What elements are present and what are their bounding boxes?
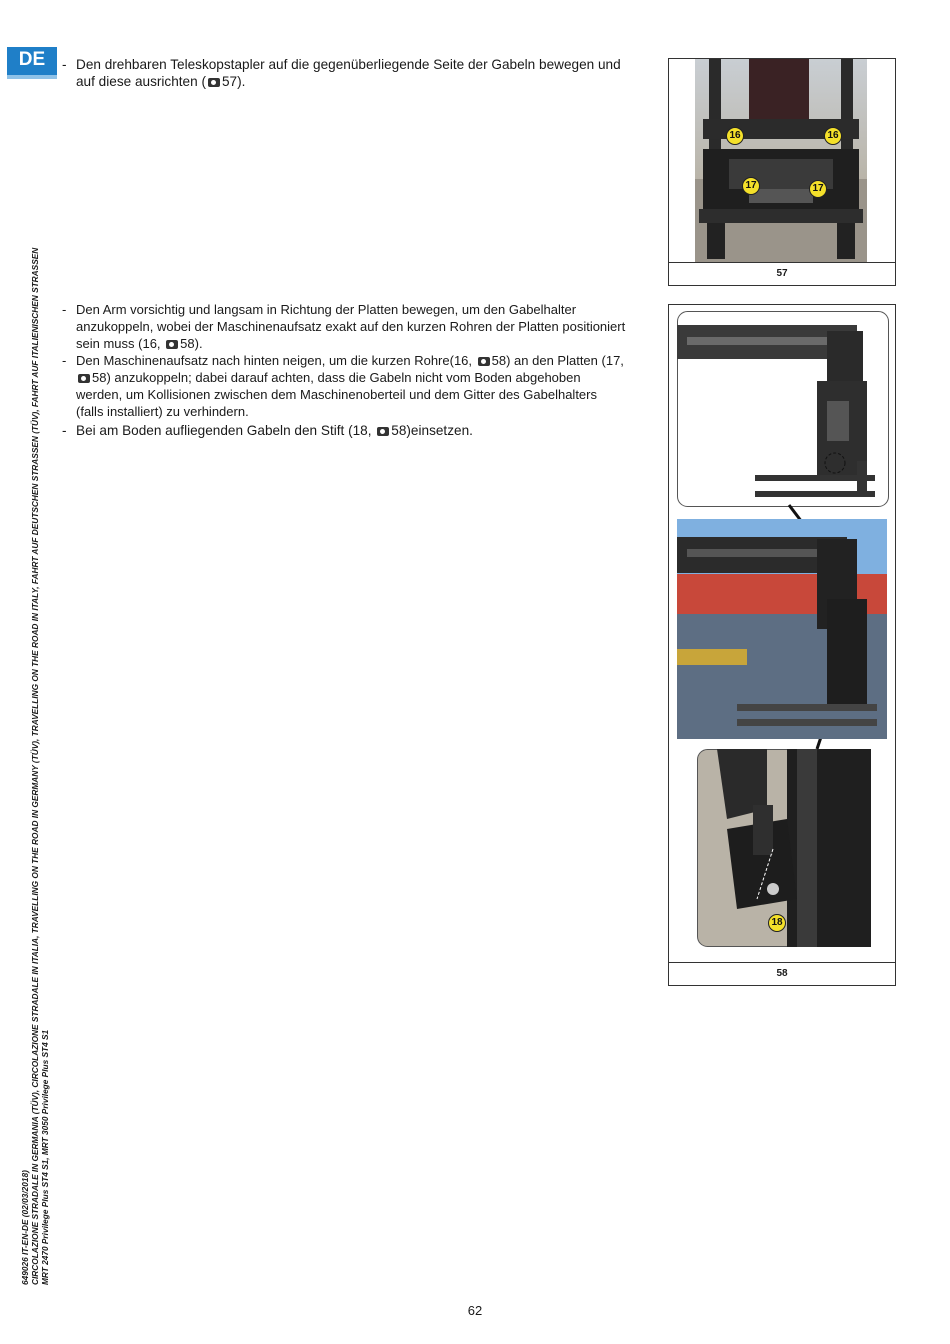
page-number: 62 (467, 1303, 483, 1318)
callout-16-left: 16 (726, 127, 744, 145)
sidebar-document-info (20, 247, 50, 1285)
figure-ref-icon (166, 340, 178, 349)
callout-17-right: 17 (809, 180, 827, 198)
sidebar-line-1: 649026 IT-EN-DE (02/03/2018) (20, 1170, 30, 1285)
figure-57-caption: 57 (669, 262, 895, 285)
figure-ref-icon (208, 78, 220, 87)
list-item: - Den Maschinenaufsatz nach hinten neigen, um die kurzen Rohre(16, 58) an den Platten (17, 58) anzukoppeln; dabei darauf achten, dass die Gabeln nicht vom Boden abgehoben werden, um Kollisionen zwischen dem Maschinenoberteil und dem Gitter des Gabelhalters (falls installiert) zu verhindern. (62, 353, 624, 419)
figure-ref-icon (377, 427, 389, 436)
figure-58-photo-side (677, 519, 887, 739)
sidebar-line-2: CIRCOLAZIONE STRADALE IN GERMANIA (TÜV), CIRCOLAZIONE STRADALE IN ITALIA, TRAVELLING ON THE ROAD IN GERMANY (TÜV), TRAVELLING ON THE ROAD IN ITALY, FAHRT AUF DEUTSCHEN STRASSEN (TÜV), FAHRT AUF ITALIENISCHEN STRASSEN (30, 247, 40, 1285)
list-item: - Den Arm vorsichtig und langsam in Richtung der Platten bewegen, um den Gabelhalter anzukoppeln, wobei der Maschinenaufsatz exakt auf den kurzen Rohren der Platten positioniert sein muss (16, 58). (62, 302, 626, 351)
figure-57-photo (669, 59, 895, 262)
figure-ref-icon (78, 374, 90, 383)
callout-18: 18 (768, 914, 786, 932)
sidebar-line-3: MRT 2470 Privilege Plus ST4 S1, MRT 3050 Privilege Plus ST4 S1 (40, 1029, 50, 1285)
language-code: DE (18, 49, 46, 70)
list-item: - Den drehbaren Teleskopstapler auf die gegenüberliegende Seite der Gabeln bewegen und auf diese ausrichten ( 57). (62, 57, 621, 89)
figure-58-caption: 58 (669, 962, 895, 985)
figure-57 (668, 58, 896, 286)
list-item: - Bei am Boden aufliegenden Gabeln den Stift (18, 58)einsetzen. (62, 423, 473, 438)
figure-58 (668, 304, 896, 986)
language-badge (7, 47, 57, 79)
callout-16-right: 16 (824, 127, 842, 145)
section-2 (62, 301, 628, 439)
callout-17-left: 17 (742, 177, 760, 195)
badge-underline (7, 75, 57, 79)
figure-ref-icon (478, 357, 490, 366)
section-1 (62, 56, 628, 90)
